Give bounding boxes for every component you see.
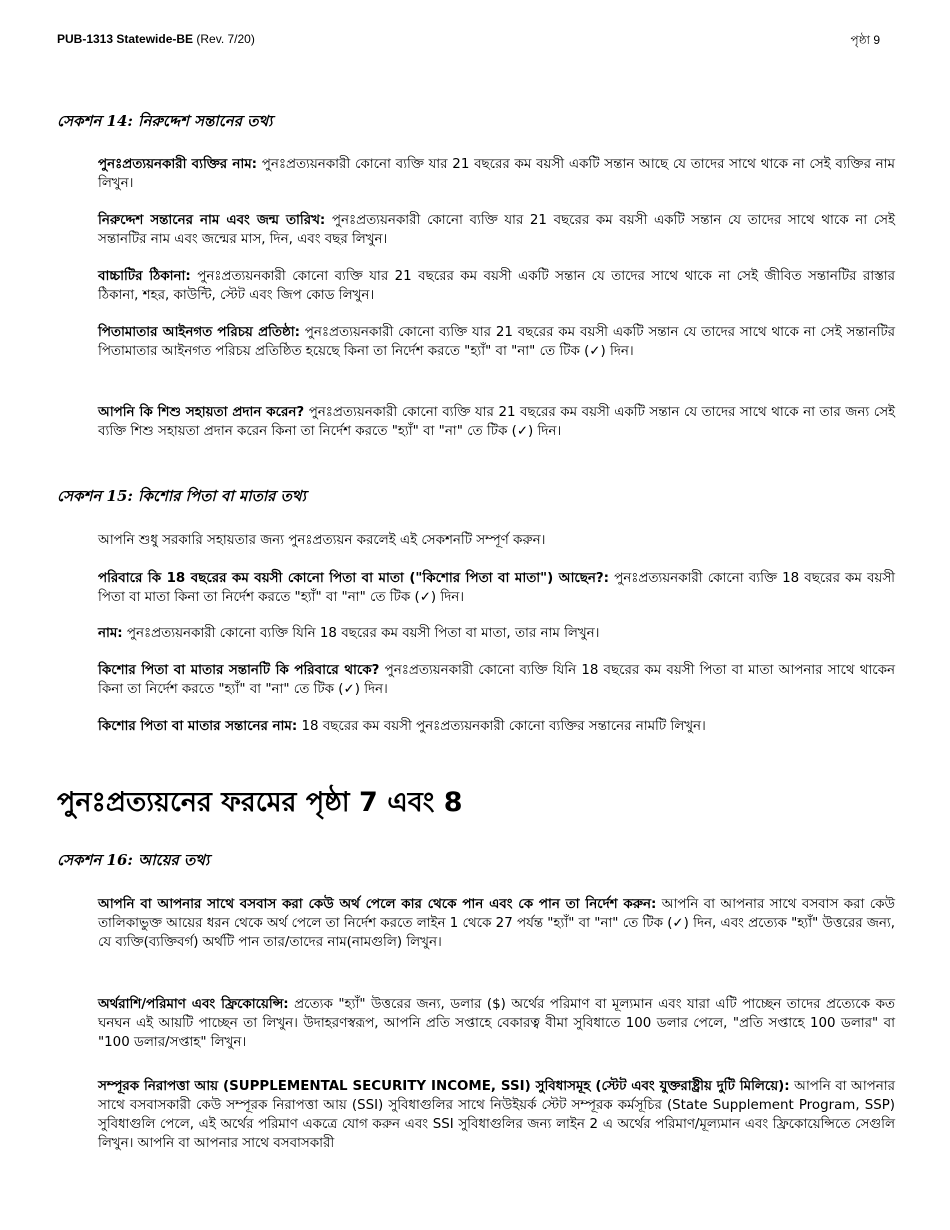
s15-item-teen-parent: পরিবারে কি 18 বছরের কম বয়সী কোনো পিতা বা মাতা ("কিশোর পিতা বা মাতা") আছেন?: পুনঃপ্রত্যয়নকারী কোনো ব্যক্তি 18 বছরের কম বয়সী পিতা বা মাতা কিনা তা নির্দেশ করতে "হ্যাঁ" বা "না" তে টিক (✓) দিন।	[98, 571, 895, 605]
document-id: PUB-1313 Statewide-BE (Rev. 7/20)	[57, 32, 255, 46]
section-15-heading: সেকশন 15: কিশোর পিতা বা মাতার তথ্য	[57, 487, 306, 505]
s16-item-ssi: সম্পূরক নিরাপত্তা আয় (SUPPLEMENTAL SECURITY INCOME, SSI) সুবিধাসমূহ (স্টেট এবং যুক্তরাষ্ট্রীয় দুটি মিলিয়ে): আপনি বা আপনার সাথে বসবাসকারী কেউ সম্পূরক নিরাপত্তা আয় (SSI) সুবিধাগুলির সাথে নিউইয়র্ক স্টেট সম্পূরক কর্মসূচির (State Supplement Program, SSP) সুবিধাগুলি পেলে, এই অর্থের পরিমাণ একত্রে যোগ করুন এবং SSI সুবিধাগুলির জন্য লাইন 2 এ অর্থের পরিমাণ/মূল্যমান এবং ফ্রিকোয়েন্সিতে সেগুলি লিখুন। আপনি বা আপনার সাথে বসবাসকারী	[98, 1079, 895, 1151]
page-number: পৃষ্ঠা 9	[850, 33, 880, 47]
page-title: পুনঃপ্রত্যয়নের ফরমের পৃষ্ঠা 7 এবং 8	[57, 787, 463, 818]
s15-item-child-lives: কিশোর পিতা বা মাতার সন্তানটি কি পরিবারে থাকে? পুনঃপ্রত্যয়নকারী কোনো ব্যক্তি যিনি 18 বছরের কম বয়সী পিতা বা মাতা আপনার সাথে থাকেন কিনা তা নির্দেশ করতে "হ্যাঁ" বা "না" তে টিক (✓) দিন।	[98, 663, 895, 697]
s15-item-name: নাম: পুনঃপ্রত্যয়নকারী কোনো ব্যক্তি যিনি 18 বছরের কম বয়সী পিতা বা মাতা, তার নাম লিখুন।	[98, 626, 600, 641]
s14-item-child-support: আপনি কি শিশু সহায়তা প্রদান করেন? পুনঃপ্রত্যয়নকারী কোনো ব্যক্তি যার 21 বছরের কম বয়সী একটি সন্তান যে তাদের সাথে থাকে না তার জন্য সেই ব্যক্তি শিশু সহায়তা প্রদান করেন কিনা তা নির্দেশ করতে "হ্যাঁ" বা "না" তে টিক (✓) দিন।	[98, 405, 895, 439]
s14-item-recertifier-name: পুনঃপ্রত্যয়নকারী ব্যক্তির নাম: পুনঃপ্রত্যয়নকারী কোনো ব্যক্তি যার 21 বছরের কম বয়সী একটি সন্তান আছে যে তাদের সাথে থাকে না সেই ব্যক্তির নাম লিখুন।	[98, 157, 895, 191]
section-16-heading: সেকশন 16: আয়ের তথ্য	[57, 851, 210, 869]
section-14-heading: সেকশন 14: নিরুদ্দেশ সন্তানের তথ্য	[57, 112, 273, 130]
s14-item-child-name-dob: নিরুদ্দেশ সন্তানের নাম এবং জন্ম তারিখ: পুনঃপ্রত্যয়নকারী কোনো ব্যক্তি যার 21 বছরের কম বয়সী একটি সন্তান যে তাদের সাথে থাকে না সেই সন্তানটির নাম এবং জন্মের মাস, দিন, এবং বছর লিখুন।	[98, 213, 895, 247]
s16-item-income-source: আপনি বা আপনার সাথে বসবাস করা কেউ অর্থ পেলে কার থেকে পান এবং কে পান তা নির্দেশ করুন: আপনি বা আপনার সাথে বসবাস করা কেউ তালিকাভুক্ত আয়ের ধরন থেকে অর্থ পেলে তা নির্দেশ করতে লাইন 1 থেকে 27 পর্যন্ত "হ্যাঁ" বা "না" তে টিক (✓) দিন, এবং প্রত্যেক "হ্যাঁ" উত্তরের জন্য, যে ব্যক্তি(ব্যক্তিবর্গ) অর্থটি পান তার/তাদের নাম(নামগুলি) লিখুন।	[98, 897, 895, 950]
s15-item-child-name: কিশোর পিতা বা মাতার সন্তানের নাম: 18 বছরের কম বয়সী পুনঃপ্রত্যয়নকারী কোনো ব্যক্তির সন্তানের নামটি লিখুন।	[98, 719, 706, 734]
s16-item-amount-frequency: অর্থরাশি/পরিমাণ এবং ফ্রিকোয়েন্সি: প্রত্যেক "হ্যাঁ" উত্তরের জন্য, ডলার ($) অর্থের পরিমাণ বা মূল্যমান এবং যারা এটি পাচ্ছেন তাদের প্রত্যেকে কত ঘনঘন এই আয়টি পাচ্ছেন তা লিখুন। উদাহরণস্বরূপ, আপনি প্রতি সপ্তাহে বেকারত্ব বীমা সুবিধাতে 100 ডলার পেলে, "প্রতি সপ্তাহে 100 ডলার" বা "100 ডলার/সপ্তাহ" লিখুন।	[98, 997, 895, 1050]
s15-intro: আপনি শুধু সরকারি সহায়তার জন্য পুনঃপ্রত্যয়ন করলেই এই সেকশনটি সম্পূর্ণ করুন।	[98, 533, 546, 548]
s14-item-child-address: বাচ্চাটির ঠিকানা: পুনঃপ্রত্যয়নকারী কোনো ব্যক্তি যার 21 বছরের কম বয়সী একটি সন্তান যে তাদের সাথে থাকে না সেই জীবিত সন্তানটির রাস্তার ঠিকানা, শহর, কাউন্টি, স্টেট এবং জিপ কোড লিখুন।	[98, 269, 895, 303]
s14-item-paternity: পিতামাতার আইনগত পরিচয় প্রতিষ্ঠা: পুনঃপ্রত্যয়নকারী কোনো ব্যক্তি যার 21 বছরের কম বয়সী একটি সন্তান যে তাদের সাথে থাকে না সেই সন্তানটির পিতামাতার আইনগত পরিচয় প্রতিষ্ঠিত হয়েছে কিনা তা নির্দেশ করতে "হ্যাঁ" বা "না" তে টিক (✓) দিন।	[98, 325, 895, 359]
